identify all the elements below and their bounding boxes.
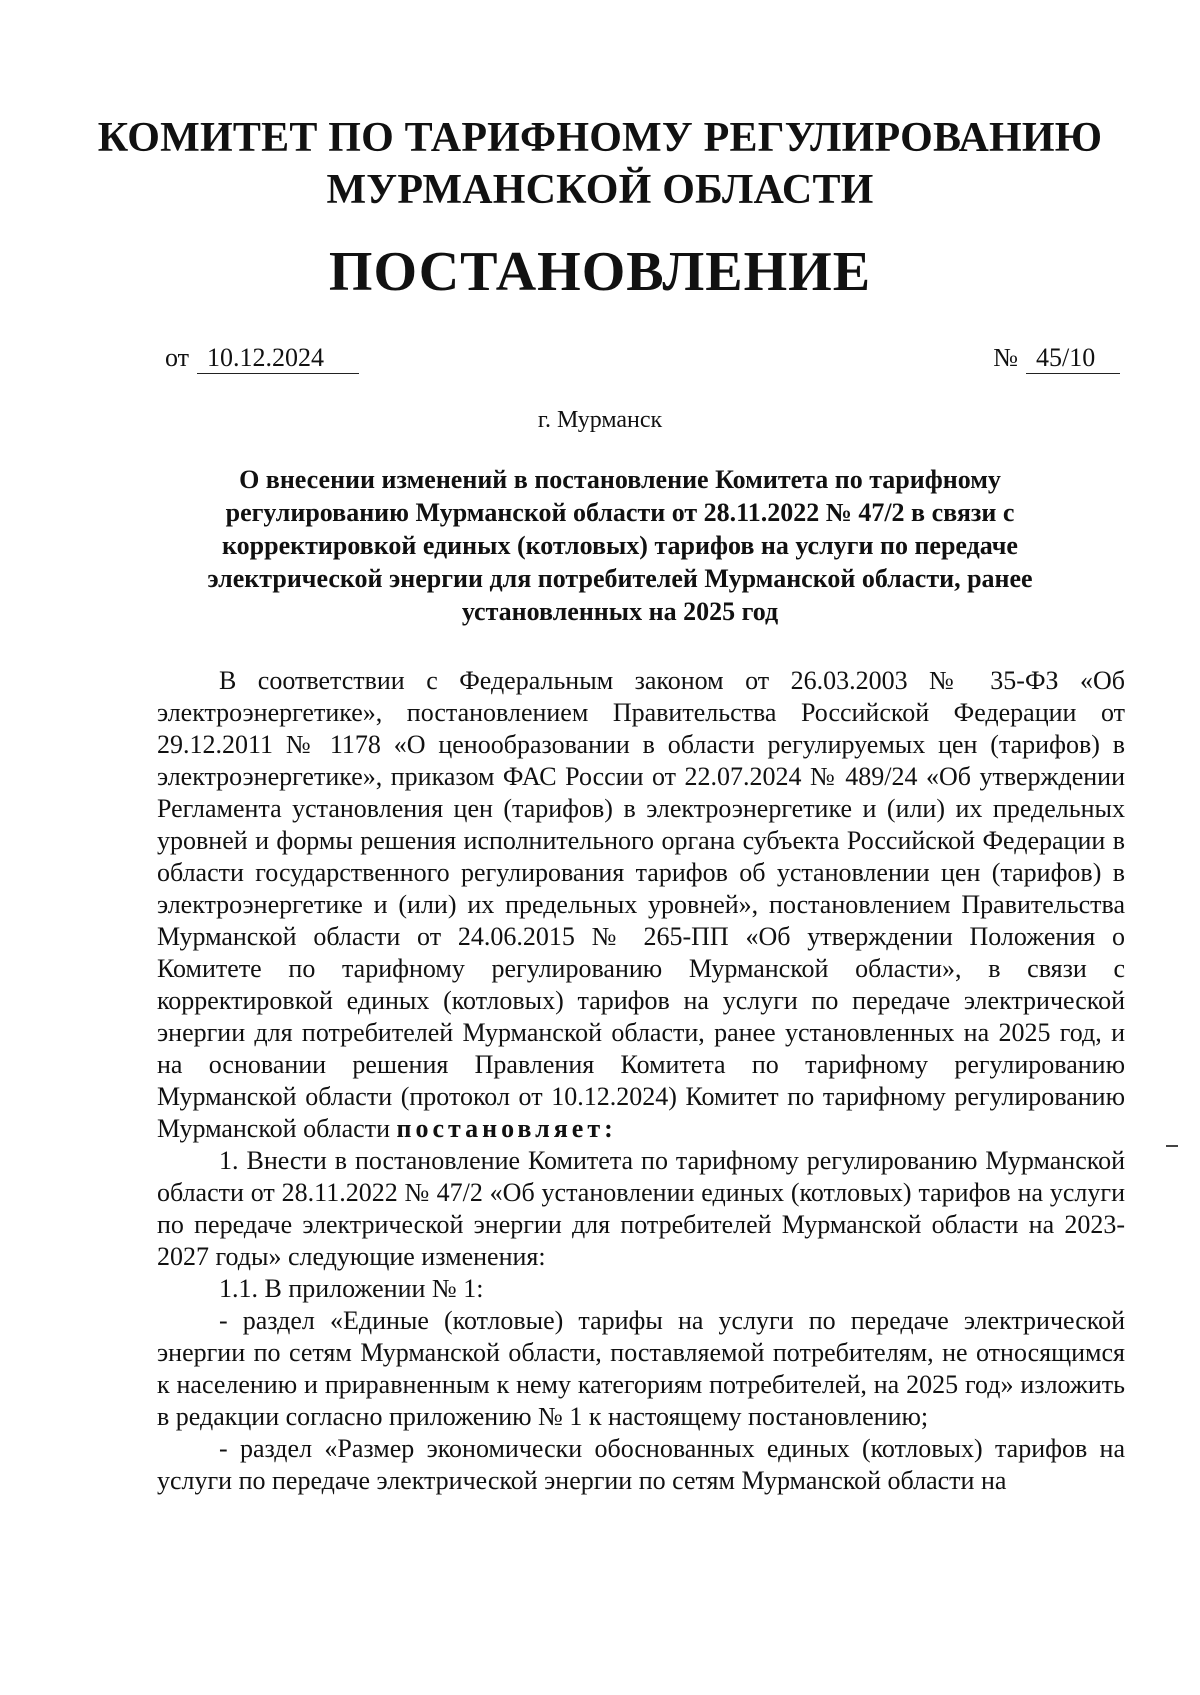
title-line: электрической энергии для потребителей Мурманской области, ранее xyxy=(207,564,1033,593)
preamble-text: В соответствии с Федеральным законом от 26.03.2003 № 35-ФЗ «Об электроэнергетике», постановлением Правительства Российской Федерации от 29.12.2011 № 1178 «О ценообразовании в области регулируемых цен (тарифов) в электроэнергетике», приказом ФАС России от 22.07.2024 № 489/24 «Об утверждении Регламента установления цен (тарифов) в электроэнергетике и (или) их предельных уровней и формы решения исполнительного органа субъекта Российской Федерации в области государственного регулирования тарифов об установлении цен (тарифов) в электроэнергетике и (или) их предельных уровней», постановлением Правительства Мурманской области от 24.06.2015 № 265-ПП «Об утверждении Положения о Комитете по тарифному регулированию Мурманской области», в связи с корректировкой единых (котловых) тарифов на услуги по передаче электрической энергии для потребителей Мурманской области, ранее установленных на 2025 год, и на основании решения Правления Комитета по тарифному регулированию Мурманской области (протокол от 10.12.2024) Комитет по тарифному регулированию Мурманской области xyxy=(157,666,1125,1143)
title-line: установленных на 2025 год xyxy=(461,597,779,626)
item-1-1-paragraph: 1.1. В приложении № 1: xyxy=(219,1274,484,1303)
city: г. Мурманск xyxy=(537,407,663,433)
authority-line-1: КОМИТЕТ ПО ТАРИФНОМУ РЕГУЛИРОВАНИЮ xyxy=(97,115,1103,161)
title-line: О внесении изменений в постановление Комитета по тарифному xyxy=(239,465,1001,494)
item-1-1-a-paragraph: - раздел «Единые (котловые) тарифы на услуги по передаче электрической энергии по сетям Мурманской области, поставляемой потребителям, не относящимся к населению и приравненным к нему категориям потребителей, на 2025 год» изложить в редакции согласно приложению № 1 к настоящему постановлению; xyxy=(157,1306,1125,1431)
authority-line-2: МУРМАНСКОЙ ОБЛАСТИ xyxy=(326,167,874,213)
number-prefix: № xyxy=(993,343,1018,372)
decree-word: постановляет: xyxy=(396,1114,617,1143)
document-type: ПОСТАНОВЛЕНИЕ xyxy=(328,241,872,303)
item-1-1-b-paragraph: - раздел «Размер экономически обоснованных единых (котловых) тарифов на услуги по передаче электрической энергии по сетям Мурманской области на xyxy=(157,1434,1125,1495)
number-value: 45/10 xyxy=(1026,343,1120,374)
margin-mark xyxy=(1166,1145,1178,1147)
document-date xyxy=(165,340,359,376)
preamble-paragraph xyxy=(157,665,1125,1145)
item-1-paragraph: 1. Внести в постановление Комитета по тарифному регулированию Мурманской области от 28.11.2022 № 47/2 «Об установлении единых (котловых) тарифов на услуги по передаче электрической энергии для потребителей Мурманской области на 2023-2027 годы» следующие изменения: xyxy=(157,1146,1125,1271)
document-title xyxy=(175,463,1065,628)
date-prefix: от xyxy=(165,343,190,372)
title-line: корректировкой единых (котловых) тарифов на услуги по передаче xyxy=(222,531,1018,560)
date-number-row xyxy=(165,340,1120,376)
date-value: 10.12.2024 xyxy=(197,343,359,374)
title-line: регулированию Мурманской области от 28.11.2022 № 47/2 в связи с xyxy=(225,498,1015,527)
document-number xyxy=(993,340,1120,376)
issuing-authority xyxy=(0,112,1200,216)
document-body xyxy=(157,665,1125,1497)
